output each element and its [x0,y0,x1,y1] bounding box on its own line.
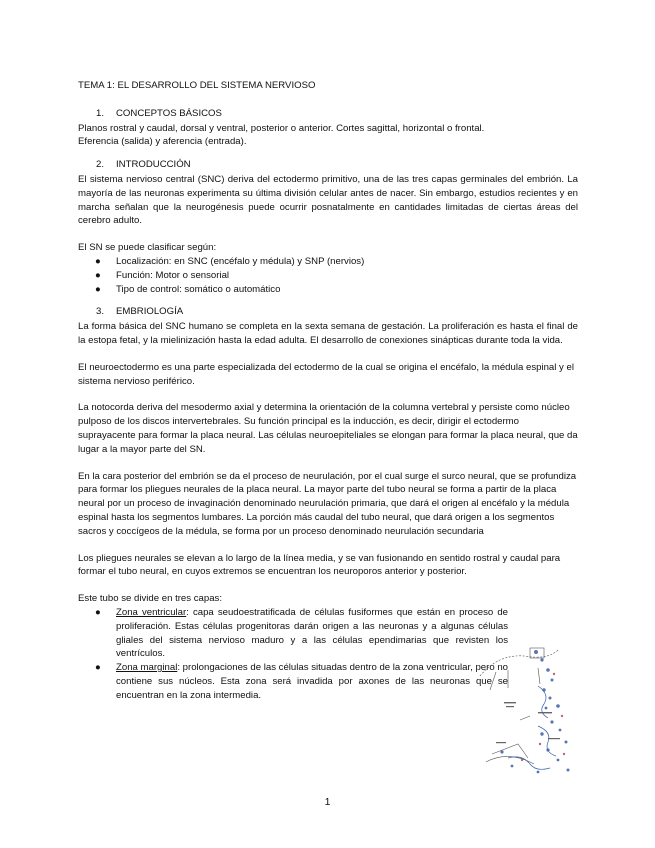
paragraph-notocorda: La notocorda deriva del mesodermo axial y determina la orientación de la columna vertebral y persiste como núcleo pulposo de los discos intervertebrales. Su función principal es la inducción, es decir, dirigir el ectodermo suprayacente para formar la placa neural. Las células neuroepiteliales se elongan para formar la placa neural, que da lugar a la mayor parte del SN. [78,402,578,455]
section-title: CONCEPTOS BÁSICOS [116,107,222,119]
section-number: 2. [96,159,105,171]
zone-term: Zona ventricular [116,606,187,618]
zone-description: : capa seudoestratificada de células fusiformes que están en proceso de proliferación. Estas células progenitoras darán origen a las neuronas y a algunas células gliales del sistema nervioso maduro y a las células ependimarias que revisten los ventrículos. [116,606,508,660]
classification-list [78,255,578,296]
paragraph-tres-capas: Este tubo se divide en tres capas: [78,593,222,605]
section-number: 3. [96,306,105,318]
section-title: INTRODUCCIÓN [116,159,191,171]
bullet-icon: ● [95,255,101,267]
list-item: ● Tipo de control: somático o automático [95,283,281,295]
list-item: ● Función: Motor o sensorial [95,269,230,281]
zone-term: Zona marginal [116,662,178,674]
bullet-icon: ● [95,606,101,618]
paragraph-eferencia: Eferencia (salida) y aferencia (entrada). [78,136,247,148]
bullet-icon: ● [95,662,101,674]
list-item-zona-ventricular [78,606,508,661]
paragraph-snc: El sistema nervioso central (SNC) deriva del ectodermo primitivo, una de las tres capas germinales del embrión. La mayoría de las neuronas experimenta su última división celular antes de nacer. Sin embargo, estudios recientes y en marcha señalan que la neurogénesis puede ocurrir posnatalmente en cantidades limitadas de ciertas áreas del cerebro adulto. [78,173,578,227]
section-heading-introduccion [96,158,578,172]
section-heading-conceptos [96,107,578,121]
neural-tube-layers-figure [478,646,580,778]
paragraph-clasificar: El SN se puede clasificar según: [78,242,217,254]
page-number: 1 [324,796,331,808]
paragraph-neurulacion: En la cara posterior del embrión se da el proceso de neurulación, por el cual surge el surco neural, que se profundiza para formar los pliegues neurales de la placa neural. La mayor parte del tubo neural se forma a partir de la placa neural por un proceso de invaginación denominado neurulación primaria, que dará el origen al encéfalo y la médula espinal hasta los segmentos lumbares. La porción más caudal del tubo neural, que dará origen a los segmentos sacros y coccígeos de la médula, se forma por un proceso denominado neurulación secundaria [78,470,577,537]
section-number: 1. [96,107,105,119]
section-heading-embriologia [96,305,578,319]
zone-description: : prolongaciones de las células situadas dentro de la zona ventricular, pero no contiene sus núcleos. Esta zona será invadida por axones de las neuronas que se encuentran en la zona intermedia. [116,662,508,701]
paragraph-neuroectodermo: El neuroectodermo es una parte especializada del ectodermo de la cual se origina el encéfalo, la médula espinal y el sistema nervioso periférico. [78,361,574,387]
list-item: ● Localización: en SNC (encéfalo y médula) y SNP (nervios) [95,255,365,267]
bullet-icon: ● [95,269,101,281]
list-item-zona-marginal [78,661,508,702]
document-body [78,79,578,702]
paragraph-pliegues: Los pliegues neurales se elevan a lo largo de la línea media, y se van fusionando en sentido rostral y caudal para formar el tubo neural, en cuyos extremos se encuentran los neuroporos anterior y posterior. [78,552,561,578]
paragraph-forma-basica: La forma básica del SNC humano se completa en la sexta semana de gestación. La proliferación es hasta el final de la estopa fetal, y la mielinización hasta la edad adulta. El desarrollo de conexiones sinápticas durante toda la vida. [78,321,578,346]
section-title: EMBRIOLOGÍA [116,306,184,318]
document-title: TEMA 1: EL DESARROLLO DEL SISTEMA NERVIOSO [78,80,316,91]
bullet-icon: ● [95,283,101,295]
paragraph-planos: Planos rostral y caudal, dorsal y ventral, posterior o anterior. Cortes sagittal, horizontal o frontal. [78,122,485,134]
